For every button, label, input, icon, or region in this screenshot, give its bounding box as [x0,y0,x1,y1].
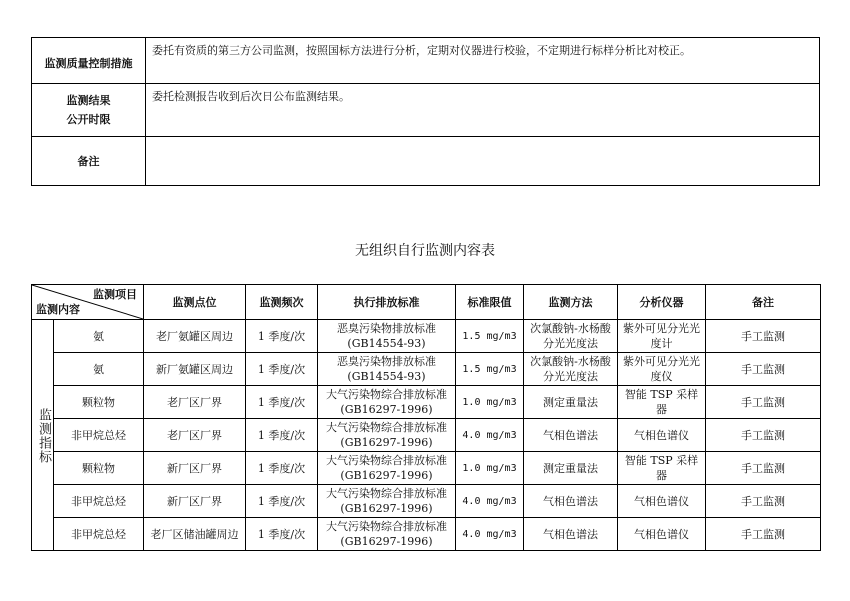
cell-method: 次氯酸钠-水杨酸分光光度法 [524,320,618,353]
cell-standard: 大气污染物综合排放标准(GB16297-1996) [318,485,456,518]
cell-point: 新厂氨罐区周边 [144,353,246,386]
cell-frequency: 1 季度/次 [246,452,318,485]
cell-item: 颗粒物 [54,386,144,419]
cell-note: 手工监测 [706,419,821,452]
table-row [32,320,821,353]
cell-method: 气相色谱法 [524,419,618,452]
table-row [32,386,821,419]
table-row [32,353,821,386]
cell-item: 非甲烷总烃 [54,419,144,452]
header-corner-cell [32,285,144,320]
cell-method: 气相色谱法 [524,518,618,551]
cell-note: 手工监测 [706,485,821,518]
cell-instrument: 紫外可见分光光度计 [618,320,706,353]
cell-note: 手工监测 [706,320,821,353]
cell-limit: 1.5 mg/m3 [456,353,524,386]
cell-frequency: 1 季度/次 [246,485,318,518]
cell-limit: 1.5 mg/m3 [456,320,524,353]
cell-frequency: 1 季度/次 [246,386,318,419]
cell-frequency: 1 季度/次 [246,353,318,386]
cell-method: 次氯酸钠-水杨酸分光光度法 [524,353,618,386]
info-label-publish-line2: 公开时限 [66,113,111,126]
cell-item: 氨 [54,320,144,353]
info-table [31,37,820,186]
table-row [32,452,821,485]
cell-limit: 4.0 mg/m3 [456,419,524,452]
cell-standard: 大气污染物综合排放标准(GB16297-1996) [318,419,456,452]
cell-item: 非甲烷总烃 [54,518,144,551]
cell-point: 老厂区储油罐周边 [144,518,246,551]
cell-instrument: 智能 TSP 采样器 [618,452,706,485]
cell-limit: 1.0 mg/m3 [456,386,524,419]
cell-standard: 大气污染物综合排放标准(GB16297-1996) [318,452,456,485]
cell-method: 测定重量法 [524,452,618,485]
info-row-remark [32,137,820,186]
cell-item: 氨 [54,353,144,386]
table-row [32,518,821,551]
info-value-remark [146,137,820,186]
header-standard: 执行排放标准 [318,285,456,320]
cell-limit: 1.0 mg/m3 [456,452,524,485]
cell-point: 新厂区厂界 [144,485,246,518]
monitor-table [31,284,821,551]
cell-point: 老厂区厂界 [144,386,246,419]
cell-frequency: 1 季度/次 [246,320,318,353]
cell-standard: 恶臭污染物排放标准(GB14554-93) [318,353,456,386]
header-note: 备注 [706,285,821,320]
cell-standard: 大气污染物综合排放标准(GB16297-1996) [318,518,456,551]
table-row [32,419,821,452]
header-instrument: 分析仪器 [618,285,706,320]
info-value-quality: 委托有资质的第三方公司监测，按照国标方法进行分析，定期对仪器进行校验，不定期进行标样分析比对校正。 [146,38,820,84]
cell-point: 老厂区厂界 [144,419,246,452]
cell-note: 手工监测 [706,353,821,386]
header-corner-bottom: 监测内容 [36,303,80,316]
table-title: 无组织自行监测内容表 [355,243,495,259]
info-label-publish [32,84,146,137]
monitor-header-row [32,285,821,320]
info-label-publish-line1: 监测结果 [66,94,111,107]
cell-note: 手工监测 [706,518,821,551]
cell-instrument: 气相色谱仪 [618,518,706,551]
info-row-publish [32,84,820,137]
cell-note: 手工监测 [706,452,821,485]
cell-instrument: 智能 TSP 采样器 [618,386,706,419]
cell-method: 气相色谱法 [524,485,618,518]
cell-instrument: 气相色谱仪 [618,419,706,452]
info-value-publish: 委托检测报告收到后次日公布监测结果。 [146,84,820,137]
cell-instrument: 气相色谱仪 [618,485,706,518]
cell-frequency: 1 季度/次 [246,518,318,551]
header-corner-top: 监测项目 [93,288,137,301]
cell-frequency: 1 季度/次 [246,419,318,452]
group-label: 监测指标 [32,320,54,551]
cell-instrument: 紫外可见分光光度仪 [618,353,706,386]
table-row [32,485,821,518]
cell-standard: 大气污染物综合排放标准(GB16297-1996) [318,386,456,419]
cell-item: 非甲烷总烃 [54,485,144,518]
cell-point: 新厂区厂界 [144,452,246,485]
cell-item: 颗粒物 [54,452,144,485]
header-point: 监测点位 [144,285,246,320]
info-label-quality: 监测质量控制措施 [32,38,146,84]
cell-limit: 4.0 mg/m3 [456,518,524,551]
info-label-remark: 备注 [32,137,146,186]
cell-note: 手工监测 [706,386,821,419]
header-limit: 标准限值 [456,285,524,320]
cell-limit: 4.0 mg/m3 [456,485,524,518]
cell-standard: 恶臭污染物排放标准(GB14554-93) [318,320,456,353]
header-frequency: 监测频次 [246,285,318,320]
cell-point: 老厂氨罐区周边 [144,320,246,353]
cell-method: 测定重量法 [524,386,618,419]
info-row-quality [32,38,820,84]
header-method: 监测方法 [524,285,618,320]
